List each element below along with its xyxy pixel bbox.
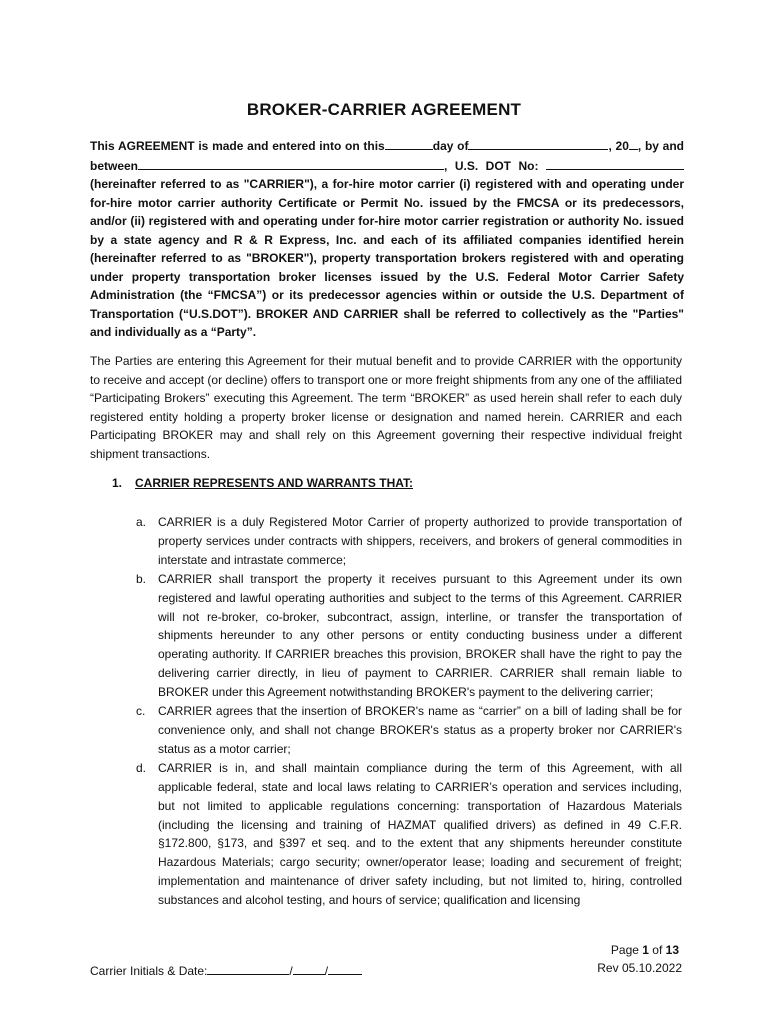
list-item-b — [136, 570, 682, 702]
page-number — [611, 943, 679, 957]
page-label: Page — [610, 943, 643, 957]
list-item-text: CARRIER is in, and shall maintain compliance during the term of this Agreement, with all applicable federal, state and local laws relating to CARRIER’s operation and services including, but not limited to applicable regulations concerning: transportation of Hazardous Materials (including the licensing and training of HAZMAT qualified drivers) as defined in 49 C.F.R. §172.800, §173, and §397 et seq. and to the extent that any shipments hereunder constitute Hazardous Materials; cargo security; owner/operator lease; loading and securement of freight; implementation and maintenance of driver safety including, but not limited to, hiring, controlled substances and alcohol testing, and hours of service; qualification and licensing — [158, 760, 682, 908]
intro-text-1: This AGREEMENT is made and entered into on this — [90, 139, 385, 153]
intro-text-4: , by and between — [90, 139, 685, 173]
section-1-title: CARRIER REPRESENTS AND WARRANTS THAT: — [135, 476, 414, 490]
intro-text-3: , 20 — [608, 139, 629, 153]
date-blank-2 — [328, 961, 362, 975]
date-blank-1 — [293, 961, 325, 975]
day-blank — [385, 136, 433, 150]
carrier-initials-line — [90, 961, 362, 978]
intro-paragraph — [90, 136, 684, 342]
page-of: of — [648, 943, 666, 957]
list-item-letter: d. — [136, 760, 147, 775]
list-item-letter: b. — [136, 571, 147, 586]
date-separator-2: / — [324, 964, 329, 978]
initials-label: Carrier Initials & Date: — [90, 964, 208, 978]
date-separator-1: / — [289, 964, 293, 978]
revision-date: Rev 05.10.2022 — [597, 961, 682, 975]
purpose-paragraph: The Parties are entering this Agreement for their mutual benefit and to provide CARRIER with the opportunity to receive and accept (or decline) offers to transport one or more freight shipments from any one of the affiliated “Participating Brokers” executing this Agreement. The term “BROKER” as used herein shall refer to each duly registered entity holding a property broker license or designation and named herein. CARRIER and each Participating BROKER may and shall rely on this Agreement governing their respective individual freight shipment transactions. — [90, 354, 682, 461]
list-item-a — [136, 513, 682, 570]
list-item-letter: a. — [136, 515, 147, 529]
list-item-text: CARRIER is a duly Registered Motor Carrier of property authorized to provide transportation of property services under contracts with shippers, receivers, and brokers of general commodities in interstate and intrastate commerce; — [158, 515, 682, 567]
document-title: BROKER-CARRIER AGREEMENT — [246, 100, 522, 119]
party-name-blank — [138, 156, 444, 170]
intro-text-2: day of — [432, 139, 469, 153]
section-1-number: 1. — [112, 476, 123, 490]
month-blank — [468, 136, 608, 150]
list-item-text: CARRIER agrees that the insertion of BROKER's name as “carrier” on a bill of lading shall be for convenience only, and shall not change BROKER's status as a property broker nor CARRIER's status as a motor carrier; — [158, 704, 682, 756]
initials-blank — [207, 961, 289, 975]
intro-text-6: (hereinafter referred to as "CARRIER"), a for-hire motor carrier (i) registered with and operating under for-hire motor carrier authority Certificate or Permit No. issued by the FMCSA or its predecessors, and/or (ii) registered with and operating under for-hire motor carrier registration or authority No. issued by a state agency and R & R Express, Inc. and each of its affiliated companies identified herein (hereinafter referred to as "BROKER"), property transportation brokers registered with and operating under property transportation broker licenses issued by the U.S. Federal Motor Carrier Safety Administration (the “FMCSA”) or its predecessor agencies within or outside the U.S. Department of Transportation (“U.S.DOT”). BROKER AND CARRIER shall be referred to collectively as the "Parties" and individually as a “Party”. — [90, 177, 684, 339]
list-item-text: CARRIER shall transport the property it receives pursuant to this Agreement under its own registered and lawful operating authorities and subject to the terms of this Agreement. CARRIER will not re-broker, co-broker, subcontract, assign, interline, or transfer the transportation of shipments hereunder to any other persons or entity conducting business under a different operating authority. If CARRIER breaches this provision, BROKER shall have the right to pay the delivering carrier directly, in lieu of payment to CARRIER. CARRIER shall remain liable to BROKER under this Agreement notwithstanding BROKER's payment to the delivering carrier; — [158, 571, 682, 700]
page-current: 1 — [642, 943, 649, 957]
intro-text-5: , U.S. DOT No: — [444, 158, 539, 173]
year-blank — [629, 136, 638, 150]
list-item-letter: c. — [136, 704, 146, 719]
page-total: 13 — [665, 943, 679, 957]
dot-number-blank — [546, 156, 684, 170]
section-1-heading — [112, 476, 413, 490]
section-1-items — [136, 513, 682, 910]
list-item-c — [136, 702, 682, 759]
list-item-d — [136, 759, 682, 910]
